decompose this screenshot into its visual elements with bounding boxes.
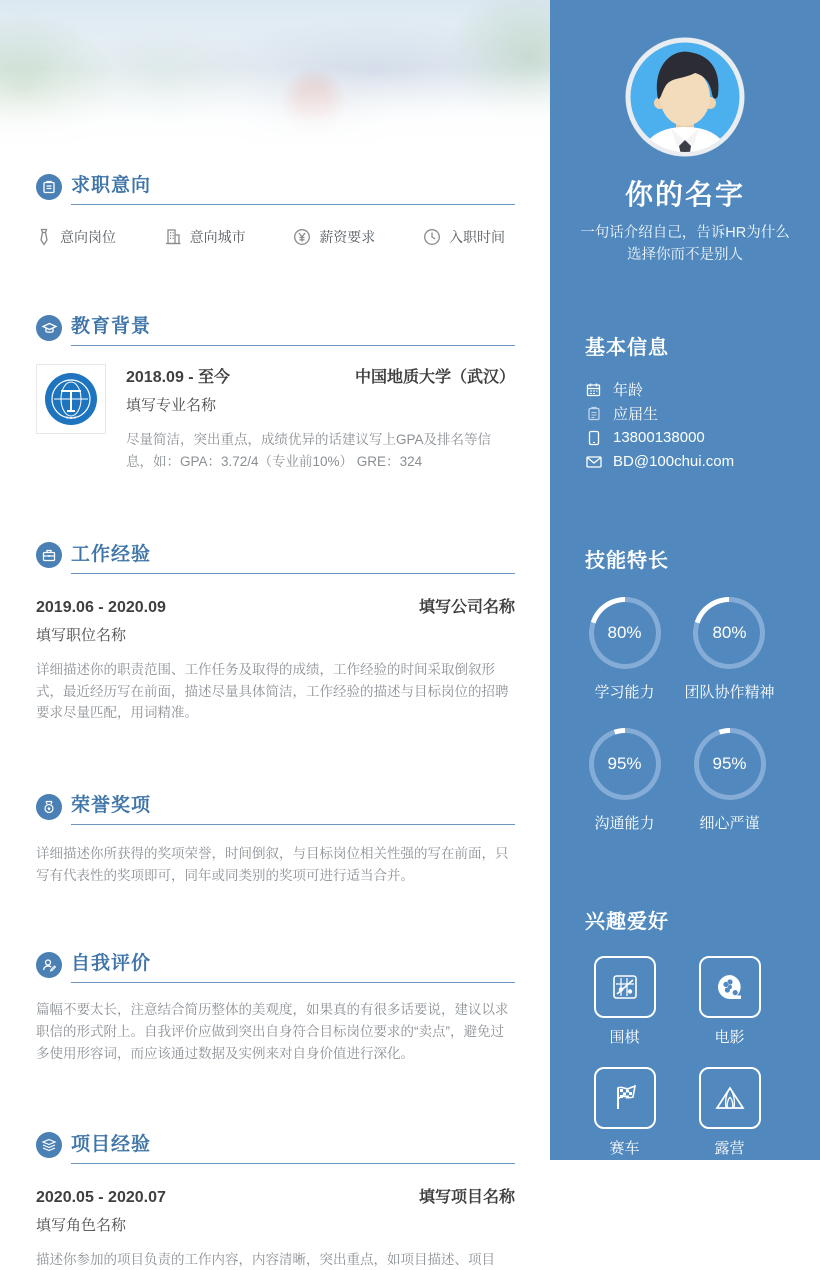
info-row-email: [585, 450, 820, 474]
info-value: 13800138000: [613, 429, 705, 447]
education-description: 尽量简洁，突出重点，成绩优异的话建议写上GPA及排名等信息，如：GPA：3.72/4（专业前10%） GRE：324: [126, 432, 492, 469]
clipboard-icon: [585, 406, 602, 421]
education-entry: [36, 364, 515, 473]
info-value: BD@100chui.com: [613, 453, 735, 471]
company-name: 填写公司名称: [418, 598, 515, 616]
hobby-item: [699, 1067, 761, 1158]
hobby-label: 露营: [714, 1139, 745, 1157]
skill-ring: [589, 597, 661, 669]
calendar-icon: [585, 382, 602, 397]
project-name: 填写项目名称: [418, 1188, 515, 1206]
hobby-item: [594, 956, 656, 1047]
resume-sidebar: [550, 0, 820, 1160]
work-period: 2019.06 - 2020.09: [36, 598, 166, 616]
section-honors: [36, 788, 515, 887]
skill-percent: 95%: [594, 733, 656, 795]
hobbies-grid: [550, 956, 820, 1158]
section-education: [36, 309, 515, 473]
profile-intro: 一句话介绍自己，告诉HR为什么选择你而不是别人: [580, 225, 790, 264]
basic-info-list: [585, 378, 820, 474]
profile-name: 你的名字: [624, 179, 745, 210]
mail-icon: [585, 456, 602, 468]
skill-ring: [693, 597, 765, 669]
skill-percent: 95%: [699, 733, 761, 795]
skills-title: 技能特长: [585, 549, 669, 572]
medal-icon: [36, 794, 62, 820]
work-description: 详细描述你的职责范围、工作任务及取得的成绩，工作经验的时间采取倒叙形式，最近经历写在前面，描述尽量具体简洁，工作经验的描述与目标岗位的招聘要求尽量匹配，用词精准。: [36, 661, 509, 721]
skill-item: [589, 597, 661, 702]
film-reel-icon: [699, 956, 761, 1018]
section-self-evaluation: [36, 946, 515, 1065]
section-header: [36, 1127, 515, 1164]
building-icon: [164, 228, 182, 246]
info-value: 应届生: [613, 406, 659, 424]
skill-label: 团队协作精神: [684, 683, 775, 701]
intent-item-label: 薪资要求: [319, 229, 376, 245]
info-row-status: [585, 402, 820, 426]
skill-item: [684, 597, 774, 702]
hobby-item: [594, 1067, 656, 1158]
hobby-item: [699, 956, 761, 1047]
skill-percent: 80%: [594, 602, 656, 664]
project-description: 描述你参加的项目负责的工作内容，内容清晰，突出重点，如项目描述、项目: [36, 1251, 495, 1267]
intent-item-salary: [293, 227, 375, 247]
self-evaluation-description: 篇幅不要太长，注意结合简历整体的美观度，如果真的有很多话要说，建议以求职信的形式附上。自我评价应做到突出自身符合目标岗位要求的“卖点”，避免过多使用形容词，而应该通过数据及实例来对自身价值进行深化。: [36, 1002, 509, 1061]
go-board-icon: [594, 956, 656, 1018]
hobby-label: 赛车: [609, 1139, 640, 1157]
briefcase-icon: [36, 542, 62, 568]
position-name: 填写职位名称: [36, 626, 127, 644]
school-logo: [36, 364, 106, 434]
clipboard-badge-icon: [36, 174, 62, 200]
hobby-label: 电影: [714, 1028, 745, 1046]
tie-icon: [36, 228, 52, 246]
basic-info-title: 基本信息: [585, 336, 669, 359]
intent-item-label: 入职时间: [448, 229, 505, 245]
honors-description: 详细描述你所获得的奖项荣誉，时间倒叙，与目标岗位相关性强的写在前面，只写有代表性的奖项即可，同年或同类别的奖项可进行适当合并。: [36, 846, 509, 884]
skill-label: 细心严谨: [699, 814, 760, 832]
section-header: [36, 537, 515, 574]
section-title: 求职意向: [71, 175, 152, 196]
major-name: 填写专业名称: [126, 397, 217, 414]
intent-item-city: [164, 227, 246, 247]
intent-item-start-date: [423, 227, 505, 247]
person-edit-icon: [36, 952, 62, 978]
section-title: 自我评价: [71, 953, 152, 975]
section-projects: [36, 1127, 515, 1270]
skills-grid: [550, 597, 820, 833]
section-title: 项目经验: [71, 1133, 152, 1155]
intent-items-row: [36, 227, 515, 247]
info-value: 年龄: [613, 382, 644, 400]
avatar: [625, 37, 745, 157]
clock-icon: [423, 228, 441, 246]
hobbies-title: 兴趣爱好: [585, 910, 669, 933]
school-name: 中国地质大学（武汉）: [354, 369, 515, 386]
intent-item-label: 意向岗位: [60, 229, 116, 245]
tent-icon: [699, 1067, 761, 1129]
intent-item-label: 意向城市: [189, 229, 246, 245]
campus-photo-banner: [0, 0, 550, 150]
skill-ring: [589, 728, 661, 800]
project-period: 2020.05 - 2020.07: [36, 1188, 166, 1206]
skill-label: 沟通能力: [594, 814, 655, 832]
project-role: 填写角色名称: [36, 1216, 127, 1234]
skill-item: [694, 728, 766, 833]
graduation-cap-icon: [36, 315, 62, 341]
info-row-phone: [585, 426, 820, 450]
phone-icon: [585, 430, 602, 446]
skill-item: [589, 728, 661, 833]
education-period: 2018.09 - 至今: [126, 369, 231, 386]
section-header: [36, 788, 515, 825]
skill-label: 学习能力: [594, 683, 655, 701]
section-work: [36, 537, 515, 725]
resume-content: [0, 168, 550, 1270]
salary-yen-icon: [293, 228, 311, 246]
racing-flag-icon: [594, 1067, 656, 1129]
skill-percent: 80%: [698, 602, 760, 664]
layers-icon: [36, 1132, 62, 1158]
section-job-intent: [36, 168, 515, 247]
section-title: 工作经验: [71, 543, 152, 565]
info-row-age: [585, 378, 820, 402]
intent-item-position: [36, 227, 116, 247]
section-title: 荣誉奖项: [71, 795, 152, 817]
section-title: 教育背景: [71, 316, 152, 337]
hobby-label: 围棋: [609, 1028, 640, 1046]
section-header: [36, 168, 515, 205]
section-header: [36, 946, 515, 983]
skill-ring: [694, 728, 766, 800]
section-header: [36, 309, 515, 346]
